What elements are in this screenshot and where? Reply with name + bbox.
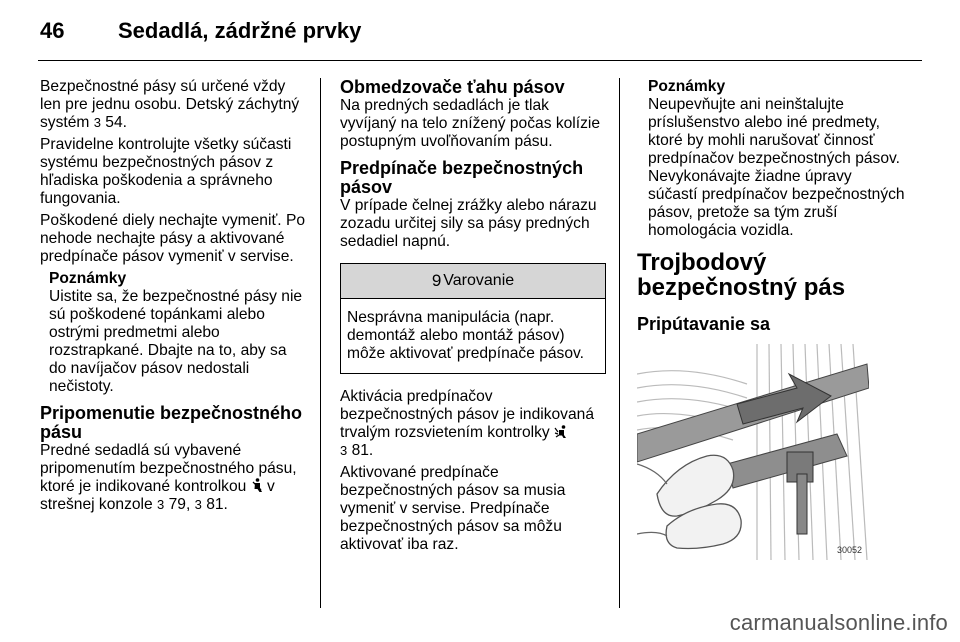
paragraph: Aktivované predpínače bezpečnostných pásov sa musia vymeniť v servise. Predpínače bezpečnostných pásov sa môžu aktivovať iba raz. <box>340 464 566 553</box>
paragraph: Predné sedadlá sú vybavené pripomenutím bezpečnostného pásu, ktoré je indikované kontrolkou v strešnej konzole 3 79, 3 81. <box>40 442 297 513</box>
column-2 <box>340 78 606 558</box>
note-text: Uistite sa, že bezpečnostné pásy nie sú poškodené topánkami alebo ostrými predmetmi alebo rozstrapkané. Dbajte na to, aby sa do navíjačov pásov nedostali nečistoty. <box>49 288 303 395</box>
section-heading: Pripomenutie bezpečnostného pásu <box>40 403 303 442</box>
column-3 <box>637 78 905 560</box>
warning-header <box>341 264 605 299</box>
page-number: 46 <box>40 18 65 43</box>
paragraph: Bezpečnostné pásy sú určené vždy len pre jednu osobu. Detský záchytný systém 3 54. <box>40 78 300 131</box>
column-divider-1 <box>320 78 321 608</box>
page-header <box>40 18 920 58</box>
paragraph: Aktivácia predpínačov bezpečnostných pásov je indikovaná trvalým rozsvietením kontrolky 3 81. <box>340 388 594 459</box>
seatbelt-fastening-image <box>637 344 869 560</box>
reference-arrow-icon: 3 <box>93 115 101 130</box>
header-divider <box>38 60 922 61</box>
subheading: Pripútavanie sa <box>637 314 771 334</box>
paragraph: V prípade čelnej zrážky alebo nárazu zozadu určitej sily sa pásy predných sedadiel napnú. <box>340 197 597 250</box>
warning-title: Varovanie <box>443 272 515 289</box>
warning-triangle-icon: 9 <box>431 271 442 290</box>
reference-arrow-icon: 3 <box>340 443 348 458</box>
column-1 <box>40 78 308 518</box>
column-divider-2 <box>619 78 620 608</box>
seatbelt-illustration <box>637 344 869 560</box>
paragraph: Na predných sedadlách je tlak vyvíjaný na telo znížený počas kolízie postupným uvoľňovaním pásu. <box>340 97 601 150</box>
figure-number: 30052 <box>837 545 863 555</box>
page-title: Sedadlá, zádržné prvky <box>118 18 362 43</box>
note <box>40 270 308 396</box>
paragraph: Pravidelne kontrolujte všetky súčasti systému bezpečnostných pásov z hľadiska poškodenia a správneho fungovania. <box>40 136 292 207</box>
reference-arrow-icon: 3 <box>194 497 202 512</box>
section-heading: Predpínače bezpečnostných pásov <box>340 158 584 197</box>
airbag-pretensioner-icon <box>554 425 567 439</box>
note <box>637 78 905 240</box>
paragraph: Poškodené diely nechajte vymeniť. Po nehode nechajte pásy a aktivované predpínače pásov vymeniť v servise. <box>40 212 306 265</box>
chapter-heading: Trojbodový bezpečnostný pás <box>637 249 846 301</box>
note-text: Neupevňujte ani neinštalujte príslušenstvo alebo iné predmety, ktoré by mohli narušovať činnosť predpínačov bezpečnostných pásov. Nevykonávajte žiadne úpravy súčastí predpínačov bezpečnostných pásov, pretože sa tým zruší homologácia vozidla. <box>648 96 905 239</box>
watermark: carmanualsonline.info <box>729 610 948 635</box>
warning-text: Nesprávna manipulácia (napr. demontáž alebo montáž pásov) môže aktivovať predpínače pásov. <box>347 309 584 362</box>
warning-box <box>340 263 606 374</box>
note-label: Poznámky <box>648 78 726 95</box>
seatbelt-reminder-icon <box>251 478 263 493</box>
note-label: Poznámky <box>49 270 127 287</box>
section-heading: Obmedzovače ťahu pásov <box>340 77 565 97</box>
reference-arrow-icon: 3 <box>157 497 165 512</box>
